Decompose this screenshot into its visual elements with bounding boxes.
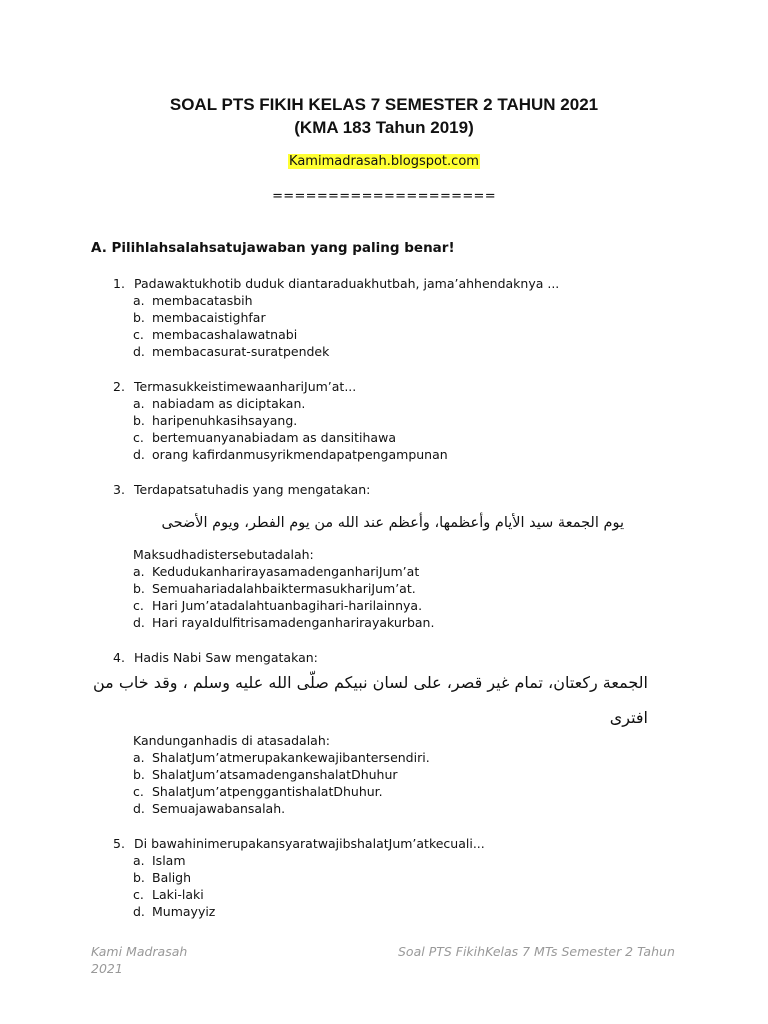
option-letter: a. xyxy=(133,564,145,579)
option-text: Islam xyxy=(152,853,186,868)
option-text: bertemuanyanabiadam as dansitihawa xyxy=(152,430,396,445)
option-letter: c. xyxy=(133,430,144,445)
option-text: nabiadam as diciptakan. xyxy=(152,396,306,411)
option-text: ShalatJum’atpenggantishalatDhuhur. xyxy=(152,784,383,799)
q5-option-b xyxy=(133,870,191,885)
option-text: Laki-laki xyxy=(152,887,204,902)
question-3 xyxy=(113,482,370,497)
q4-option-b xyxy=(133,767,398,782)
q4-prompt: Kandunganhadis di atasadalah: xyxy=(133,733,330,748)
question-2 xyxy=(113,379,356,394)
option-letter: d. xyxy=(133,615,145,630)
option-text: Baligh xyxy=(152,870,192,885)
option-letter: b. xyxy=(133,310,145,325)
q4-option-a xyxy=(133,750,430,765)
question-text: Terdapatsatuhadis yang mengatakan: xyxy=(134,482,371,497)
q5-option-c xyxy=(133,887,204,902)
option-letter: d. xyxy=(133,801,145,816)
option-text: Hari Jum’atadalahtuanbagihari-harilainnya. xyxy=(152,598,423,613)
q4-arabic-hadith-line1: الجمعة ركعتان، تمام غير قصر، على لسان نبيكم صلّى الله عليه وسلم ، وقد خاب من xyxy=(93,673,648,692)
question-text: Hadis Nabi Saw mengatakan: xyxy=(134,650,318,665)
website-text: Kamimadrasah.blogspot.com xyxy=(289,154,479,169)
q3-option-a xyxy=(133,564,419,579)
option-text: orang kafirdanmusyrikmendapatpengampunan xyxy=(152,447,448,462)
question-5 xyxy=(113,836,485,851)
option-text: Semuajawabansalah. xyxy=(152,801,286,816)
q1-option-c xyxy=(133,327,297,342)
question-text: TermasukkeistimewaanhariJum’at... xyxy=(134,379,357,394)
question-4 xyxy=(113,650,318,665)
option-letter: b. xyxy=(133,870,145,885)
separator-line: ==================== xyxy=(272,189,496,204)
footer-right: Soal PTS FikihKelas 7 MTs Semester 2 Tahun xyxy=(398,944,675,959)
option-letter: d. xyxy=(133,344,145,359)
option-text: Hari rayaIdulfitrisamadenganharirayakurban. xyxy=(152,615,435,630)
q2-option-c xyxy=(133,430,396,445)
option-letter: b. xyxy=(133,581,145,596)
option-letter: d. xyxy=(133,904,145,919)
q3-option-d xyxy=(133,615,434,630)
section-heading: A. Pilihlahsalahsatujawaban yang paling benar! xyxy=(91,240,455,256)
option-letter: c. xyxy=(133,887,144,902)
option-letter: a. xyxy=(133,750,145,765)
q2-option-b xyxy=(133,413,297,428)
option-letter: b. xyxy=(133,767,145,782)
question-number: 4. xyxy=(113,650,125,665)
q2-option-d xyxy=(133,447,448,462)
option-letter: d. xyxy=(133,447,145,462)
option-text: haripenuhkasihsayang. xyxy=(152,413,298,428)
q4-option-d xyxy=(133,801,285,816)
q3-option-b xyxy=(133,581,416,596)
website-highlight xyxy=(0,154,768,169)
option-text: membacasurat-suratpendek xyxy=(152,344,330,359)
option-letter: a. xyxy=(133,853,145,868)
q3-option-c xyxy=(133,598,422,613)
question-text: Padawaktukhotib duduk diantaraduakhutbah, jama’ahhendaknya ... xyxy=(134,276,560,291)
q3-arabic-hadith: يوم الجمعة سيد الأيام وأعظمها، وأعظم عند الله من يوم الفطر، ويوم الأضحى xyxy=(161,515,624,531)
option-text: Mumayyiz xyxy=(152,904,216,919)
question-number: 3. xyxy=(113,482,125,497)
document-title: SOAL PTS FIKIH KELAS 7 SEMESTER 2 TAHUN 2021 xyxy=(169,95,599,114)
q5-option-a xyxy=(133,853,186,868)
option-text: membacashalawatnabi xyxy=(152,327,298,342)
q1-option-d xyxy=(133,344,329,359)
q2-option-a xyxy=(133,396,305,411)
question-1 xyxy=(113,276,559,291)
option-letter: c. xyxy=(133,598,144,613)
option-text: membacaistighfar xyxy=(152,310,266,325)
q3-prompt: Maksudhadistersebutadalah: xyxy=(133,547,314,562)
q1-option-a xyxy=(133,293,253,308)
question-number: 2. xyxy=(113,379,125,394)
q4-arabic-hadith-line2: افترى xyxy=(609,708,648,727)
option-letter: c. xyxy=(133,327,144,342)
q4-option-c xyxy=(133,784,383,799)
option-text: SemuahariadalahbaiktermasukhariJum’at. xyxy=(152,581,416,596)
question-number: 1. xyxy=(113,276,125,291)
option-text: ShalatJum’atsamadenganshalatDhuhur xyxy=(152,767,398,782)
option-text: membacatasbih xyxy=(152,293,253,308)
question-number: 5. xyxy=(113,836,125,851)
option-text: KedudukanharirayasamadenganhariJum’at xyxy=(152,564,420,579)
document-subtitle: (KMA 183 Tahun 2019) xyxy=(294,118,474,137)
option-letter: a. xyxy=(133,396,145,411)
q1-option-b xyxy=(133,310,266,325)
footer-left-line1: Kami Madrasah xyxy=(91,944,188,959)
option-text: ShalatJum’atmerupakankewajibantersendiri. xyxy=(152,750,430,765)
q5-option-d xyxy=(133,904,215,919)
question-text: Di bawahinimerupakansyaratwajibshalatJum’atkecuali... xyxy=(134,836,485,851)
option-letter: a. xyxy=(133,293,145,308)
footer-left-line2: 2021 xyxy=(91,961,123,976)
option-letter: c. xyxy=(133,784,144,799)
option-letter: b. xyxy=(133,413,145,428)
